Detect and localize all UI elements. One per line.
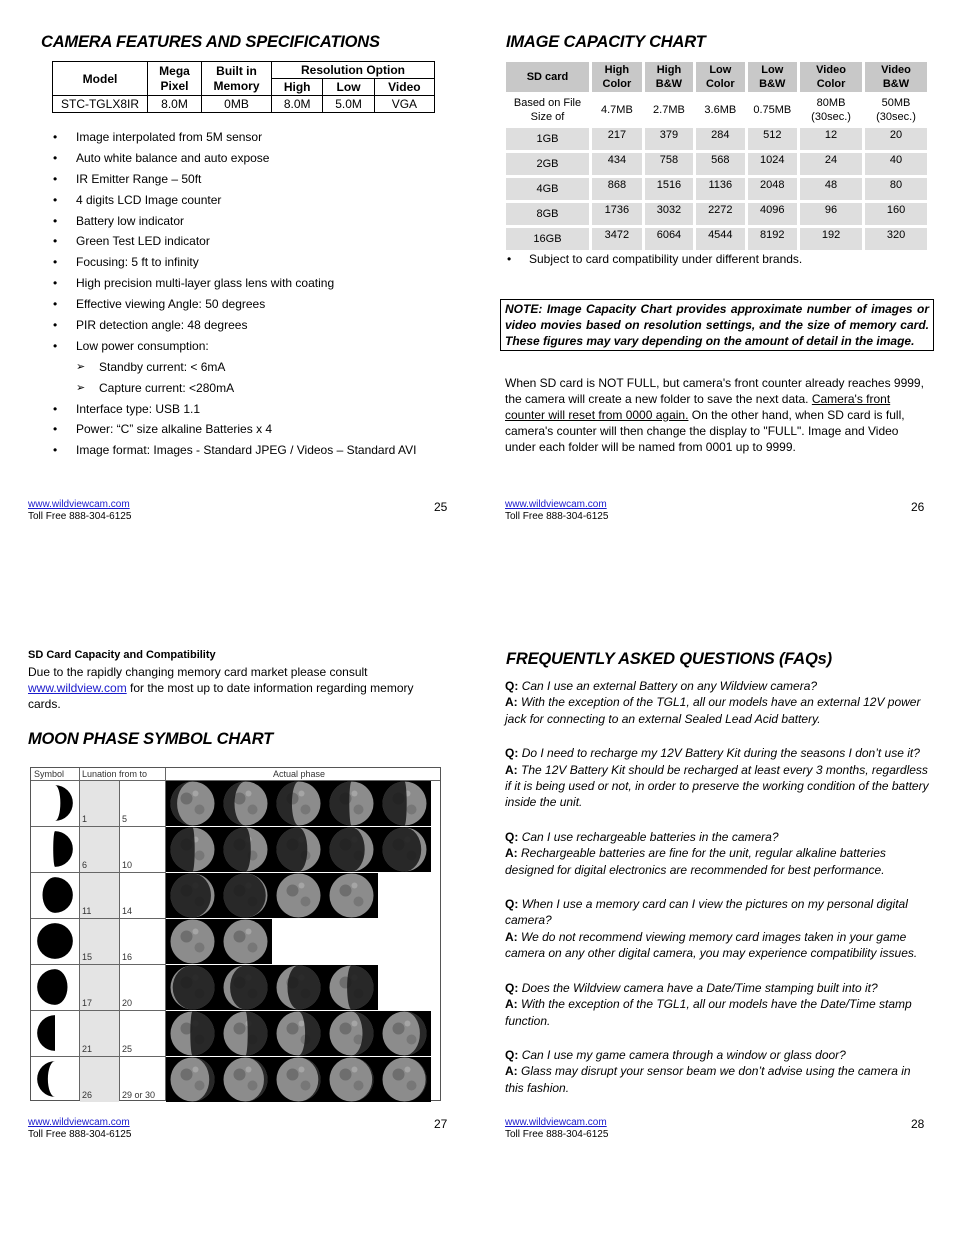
faq-item: [505, 829, 929, 878]
table-row: [506, 178, 927, 200]
moon-photo: [383, 1012, 427, 1056]
table-row: [506, 203, 927, 225]
list-item: • Green Test LED indicator: [28, 233, 468, 254]
page-number: 28: [911, 1117, 925, 1131]
size-label: Based on File Size of: [506, 95, 589, 125]
table-cell: 80: [865, 178, 927, 200]
faq-list: [505, 678, 929, 1096]
faq-question: Do I need to recharge my 12V Battery Kit during the seasons I don’t use it?: [521, 746, 920, 761]
list-item: • Auto white balance and auto expose: [28, 150, 468, 171]
header-video-bw: Video B&W: [865, 62, 927, 92]
table-row: [506, 62, 927, 92]
table-cell: 8192: [748, 228, 798, 250]
moon-photo: [277, 782, 321, 826]
q-label: Q:: [505, 829, 519, 844]
table-cell: 2272: [696, 203, 744, 225]
moon-photo: [330, 828, 374, 872]
page-25: [0, 0, 477, 617]
table-cell: 758: [645, 153, 693, 175]
a-label: A:: [505, 762, 518, 777]
moon-symbol-icon: [33, 966, 77, 1008]
faq-question: Does the Wildview camera have a Date/Time stamping built into it?: [521, 980, 878, 995]
lunation-to: 20: [122, 998, 133, 1008]
moon-photo: [171, 920, 215, 964]
header-low-bw: Low B&W: [748, 62, 798, 92]
header-sd-card: SD card: [506, 62, 589, 92]
table-cell: 4096: [748, 203, 798, 225]
moon-photo: [171, 874, 215, 918]
lunation-to: 14: [122, 906, 133, 916]
size-cell: 80MB (30sec.): [800, 95, 862, 125]
page-number: 26: [911, 500, 925, 514]
footer-toll-free: Toll Free 888-304-6125: [28, 1129, 132, 1140]
list-item: • Power: “C” size alkaline Batteries x 4: [28, 421, 468, 442]
list-item: ➢ Standby current: < 6mA: [28, 359, 468, 380]
a-label: A:: [505, 695, 518, 710]
moon-photo-strip: [166, 1057, 431, 1102]
list-item: • Interface type: USB 1.1: [28, 401, 468, 422]
sd-text-1: Due to the rapidly changing memory card market please consult: [28, 665, 368, 679]
table-cell: 320: [865, 228, 927, 250]
moon-photo: [171, 966, 215, 1010]
table-row: [506, 153, 927, 175]
header-video: Video: [374, 79, 434, 96]
faq-answer: With the exception of the TGL1, all our models have an external 12V power jack for connecting to an external Sealed Lead Acid battery.: [505, 695, 921, 726]
list-item: ➢ Capture current: <280mA: [28, 380, 468, 401]
column-divider: [119, 780, 120, 1100]
moon-photo-strip: [166, 965, 378, 1010]
moon-photo-strip: [166, 919, 272, 964]
table-cell: 160: [865, 203, 927, 225]
page-title: CAMERA FEATURES AND SPECIFICATIONS: [41, 33, 380, 51]
q-label: Q:: [505, 679, 519, 693]
moon-photo: [383, 782, 427, 826]
a-label: A:: [505, 997, 518, 1012]
table-cell: 2048: [748, 178, 798, 200]
table-cell: 1516: [645, 178, 693, 200]
table-cell: 20: [865, 128, 927, 150]
footer: [28, 1117, 131, 1140]
compat-list: [505, 251, 935, 272]
list-item: • PIR detection angle: 48 degrees: [28, 317, 468, 338]
lunation-from: 26: [82, 1090, 93, 1100]
faq-answer: Rechargeable batteries are fine for the unit, regular alkaline batteries designed for digital electronics are recommended for best performance.: [505, 846, 886, 877]
row-label: 1GB: [506, 128, 589, 150]
footer-toll-free: Toll Free 888-304-6125: [505, 511, 609, 522]
table-cell: 6064: [645, 228, 693, 250]
note-box: NOTE: Image Capacity Chart provides approximate number of images or video movies based on resolution settings, and the size of memory card. These figures may vary depending on the amount of detail in the image.: [500, 299, 934, 351]
table-cell: 3032: [645, 203, 693, 225]
footer-link[interactable]: www.wildviewcam.com: [28, 499, 130, 510]
cell-high: 8.0M: [272, 96, 323, 113]
header-high-color: High Color: [592, 62, 642, 92]
table-cell: 1136: [696, 178, 744, 200]
table-row: [506, 95, 927, 125]
row-label: 16GB: [506, 228, 589, 250]
moon-photo: [171, 1058, 215, 1102]
list-item: • Effective viewing Angle: 50 degrees: [28, 296, 468, 317]
moon-photo: [224, 920, 268, 964]
cell-memory: 0MB: [202, 96, 272, 113]
lunation-to: 5: [122, 814, 128, 824]
footer: [28, 499, 131, 522]
lunation-from: 17: [82, 998, 93, 1008]
moon-symbol-icon: [33, 1012, 77, 1054]
moon-photo: [277, 966, 321, 1010]
size-cell: 2.7MB: [645, 95, 693, 125]
row-label: 2GB: [506, 153, 589, 175]
moon-photo: [330, 874, 374, 918]
moon-photo: [277, 828, 321, 872]
moon-photo: [224, 828, 268, 872]
header-resolution-option: Resolution Option: [272, 62, 435, 79]
q-label: Q:: [505, 980, 519, 995]
table-cell: 24: [800, 153, 862, 175]
faq-title: FREQUENTLY ASKED QUESTIONS (FAQs): [506, 650, 832, 668]
table-cell: 3472: [592, 228, 642, 250]
counter-text-1: When SD card is NOT FULL, but camera's front counter already reaches 9999, the camera will create a new folder to save the next data.: [505, 376, 924, 406]
counter-paragraph: [505, 375, 929, 455]
faq-item: [505, 980, 929, 1029]
table-cell: 48: [800, 178, 862, 200]
table-cell: 512: [748, 128, 798, 150]
moon-photo: [224, 782, 268, 826]
table-cell: 217: [592, 128, 642, 150]
footer-toll-free: Toll Free 888-304-6125: [505, 1129, 609, 1140]
table-cell: 284: [696, 128, 744, 150]
moon-photo: [383, 1058, 427, 1102]
moon-symbol-icon: [33, 782, 77, 824]
lunation-from: 15: [82, 952, 93, 962]
footer-link[interactable]: www.wildviewcam.com: [28, 1117, 130, 1128]
list-item: • IR Emitter Range – 50ft: [28, 171, 468, 192]
table-cell: 12: [800, 128, 862, 150]
wildview-link[interactable]: www.wildview.com: [28, 681, 127, 695]
cell-video: VGA: [374, 96, 434, 113]
table-row: [506, 128, 927, 150]
table-cell: 1024: [748, 153, 798, 175]
table-cell: 192: [800, 228, 862, 250]
capacity-table: [503, 59, 930, 253]
lunation-to: 25: [122, 1044, 133, 1054]
footer-link[interactable]: www.wildviewcam.com: [505, 499, 607, 510]
a-label: A:: [505, 1064, 518, 1079]
faq-answer: We do not recommend viewing memory card images taken in your game camera on any other digital camera, you may experience compatibility issues.: [505, 929, 918, 961]
list-item: • High precision multi-layer glass lens with coating: [28, 275, 468, 296]
size-cell: 0.75MB: [748, 95, 798, 125]
faq-answer: Glass may disrupt your sensor beam we don’t advise using the camera in this fashion.: [505, 1064, 911, 1095]
q-label: Q:: [505, 897, 519, 912]
table-cell: 4544: [696, 228, 744, 250]
list-item: • Focusing: 5 ft to infinity: [28, 254, 468, 275]
header-low-color: Low Color: [696, 62, 744, 92]
footer: [505, 1117, 608, 1140]
moon-photo: [330, 782, 374, 826]
moon-photo: [171, 782, 215, 826]
table-row: [506, 228, 927, 250]
moon-photo: [171, 1012, 215, 1056]
moon-symbol-icon: [33, 1058, 77, 1100]
table-cell: 568: [696, 153, 744, 175]
moon-photo: [277, 1058, 321, 1102]
moon-photo-strip: [166, 873, 378, 918]
sd-text-2: for the most up to date information regarding memory cards.: [28, 681, 414, 711]
moon-photo: [224, 874, 268, 918]
moon-photo: [224, 1012, 268, 1056]
table-cell: 379: [645, 128, 693, 150]
header-built-in-memory: Built in Memory: [202, 62, 272, 96]
page-28: [477, 617, 954, 1235]
counter-text-2: On the other hand, when SD card is full, camera's counter will then change the display to "FULL". Image and Video under each folder will be named from 0001 up to 9999.: [505, 408, 905, 454]
cell-mega-pixel: 8.0M: [148, 96, 202, 113]
list-item: • Image format: Images - Standard JPEG / Videos – Standard AVI: [28, 442, 468, 463]
faq-item: [505, 745, 929, 811]
faq-item: [505, 896, 929, 962]
header-high-bw: High B&W: [645, 62, 693, 92]
cell-low: 5.0M: [323, 96, 374, 113]
moon-phase-chart: [30, 767, 441, 1101]
moon-photo: [171, 828, 215, 872]
page-title: IMAGE CAPACITY CHART: [506, 33, 706, 51]
moon-photo: [330, 1012, 374, 1056]
cell-model: STC-TGLX8IR: [53, 96, 148, 113]
lunation-from: 11: [82, 906, 92, 916]
table-cell: 40: [865, 153, 927, 175]
page-26: [477, 0, 954, 617]
a-label: A:: [505, 929, 518, 944]
header-video-color: Video Color: [800, 62, 862, 92]
sd-paragraph: [28, 664, 448, 712]
table-cell: 868: [592, 178, 642, 200]
moon-photo: [330, 1058, 374, 1102]
moon-symbol-icon: [33, 874, 77, 916]
table-cell: 96: [800, 203, 862, 225]
list-item: • Battery low indicator: [28, 213, 468, 234]
a-label: A:: [505, 846, 518, 861]
row-label: 4GB: [506, 178, 589, 200]
footer: [505, 499, 608, 522]
lunation-to: 10: [122, 860, 133, 870]
spec-table: [52, 61, 435, 113]
moon-chart-title: MOON PHASE SYMBOL CHART: [28, 730, 274, 748]
moon-photo: [277, 874, 321, 918]
footer-link[interactable]: www.wildviewcam.com: [505, 1117, 607, 1128]
sd-heading: SD Card Capacity and Compatibility: [28, 649, 216, 661]
table-cell: 1736: [592, 203, 642, 225]
row-label: 8GB: [506, 203, 589, 225]
lunation-to: 16: [122, 952, 133, 962]
size-cell: 3.6MB: [696, 95, 744, 125]
lunation-from: 21: [82, 1044, 93, 1054]
lunation-to: 29 or 30: [122, 1090, 156, 1100]
size-cell: 4.7MB: [592, 95, 642, 125]
q-label: Q:: [505, 746, 519, 761]
moon-photo-strip: [166, 781, 431, 826]
table-cell: 434: [592, 153, 642, 175]
faq-answer: The 12V Battery Kit should be recharged at least every 3 months, regardless if it is being used or not, in order to preserve the working condition of the battery inside the unit.: [505, 762, 929, 810]
faq-question: Can I use my game camera through a window or glass door?: [521, 1047, 846, 1062]
faq-item: [505, 1047, 929, 1096]
size-cell: 50MB (30sec.): [865, 95, 927, 125]
page-27: [0, 617, 477, 1235]
moon-photo-strip: [166, 827, 431, 872]
header-low: Low: [323, 79, 374, 96]
header-actual-phase: Actual phase: [273, 769, 326, 779]
moon-photo: [224, 1058, 268, 1102]
moon-symbol-icon: [33, 828, 77, 870]
counter-text-underlined: Camera's front counter will reset from 0000 again.: [505, 392, 891, 422]
lunation-from: 1: [82, 814, 88, 824]
footer-toll-free: Toll Free 888-304-6125: [28, 511, 132, 522]
list-item: • Subject to card compatibility under different brands.: [505, 251, 935, 272]
moon-photo: [383, 828, 427, 872]
moon-symbol-icon: [33, 920, 77, 962]
faq-question: Can I use an external Battery on any Wildview camera?: [521, 679, 818, 693]
moon-photo-strip: [166, 1011, 431, 1056]
header-symbol: Symbol: [34, 769, 65, 779]
faq-question: When I use a memory card can I view the pictures on my personal digital camera?: [505, 897, 908, 928]
faq-item: [505, 678, 929, 727]
list-item: • 4 digits LCD Image counter: [28, 192, 468, 213]
faq-answer: With the exception of the TGL1, all our models have the Date/Time stamp function.: [505, 997, 912, 1028]
header-mega-pixel: Mega Pixel: [148, 62, 202, 96]
header-lunation: Lunation from to: [82, 769, 148, 779]
header-model: Model: [53, 62, 148, 96]
lunation-from: 6: [82, 860, 88, 870]
list-item: • Low power consumption:: [28, 338, 468, 359]
feature-list: [28, 129, 468, 463]
faq-question: Can I use rechargeable batteries in the camera?: [521, 829, 779, 844]
q-label: Q:: [505, 1047, 519, 1062]
page-number: 27: [434, 1117, 448, 1131]
list-item: • Image interpolated from 5M sensor: [28, 129, 468, 150]
moon-photo: [330, 966, 374, 1010]
page-number: 25: [434, 500, 448, 514]
moon-photo: [224, 966, 268, 1010]
header-high: High: [272, 79, 323, 96]
moon-photo: [277, 1012, 321, 1056]
